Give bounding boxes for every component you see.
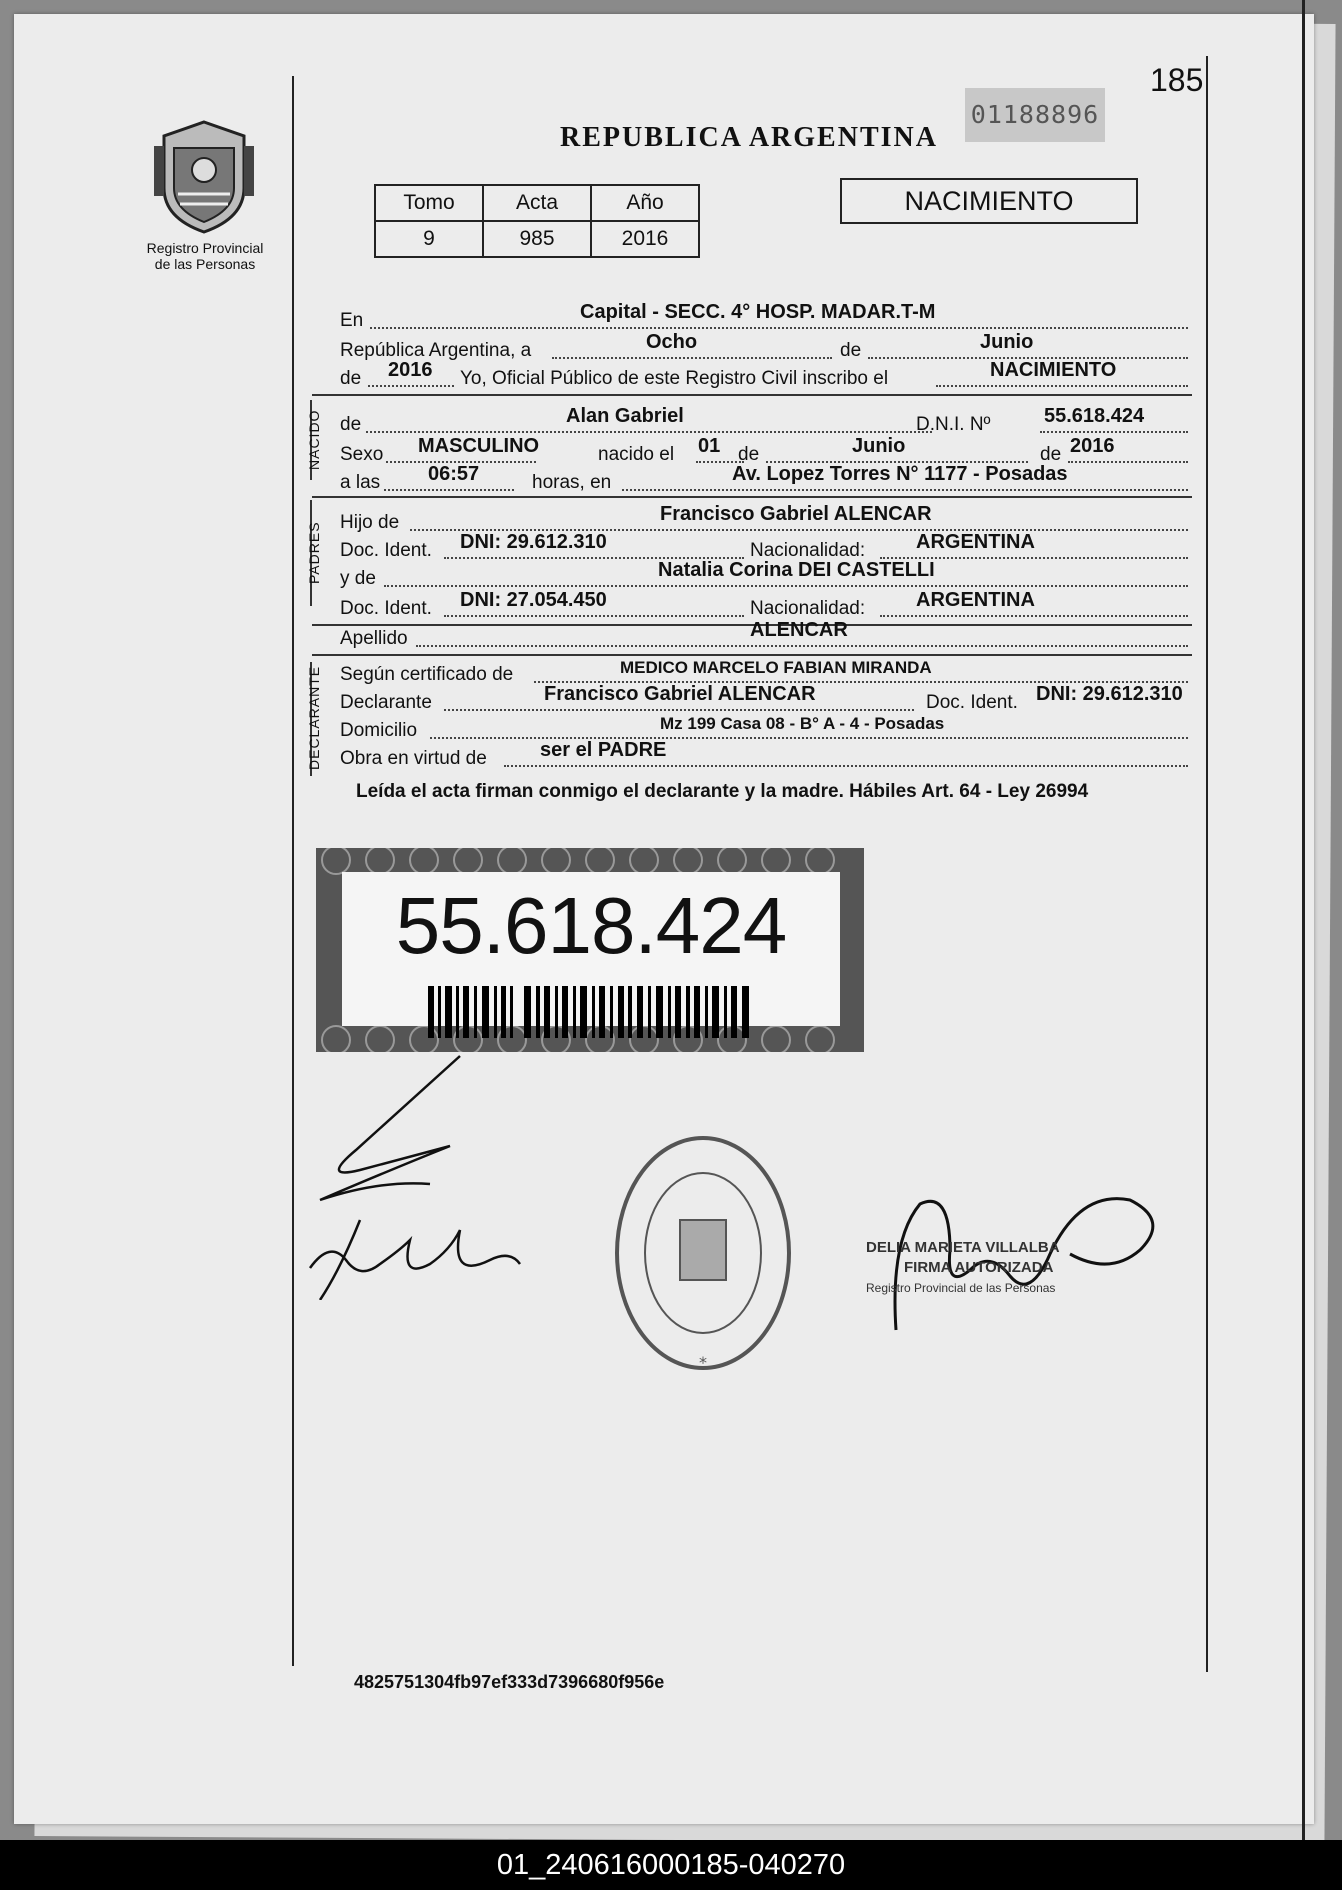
svg-text:*: * [699, 1353, 707, 1372]
header-tomo: Tomo [375, 185, 483, 221]
official-name: DELIA MARIETA VILLALBA [866, 1239, 1060, 1256]
value-acta: 985 [483, 221, 591, 257]
place-line [340, 301, 1188, 332]
mother-doc: DNI: 27.054.450 [460, 589, 607, 611]
dotted-line [444, 709, 914, 711]
sexo-label: Sexo [340, 444, 384, 465]
father-name: Francisco Gabriel ALENCAR [660, 503, 932, 525]
country-title: REPUBLICA ARGENTINA [560, 122, 938, 153]
dotted-line [416, 645, 1188, 647]
document-hash: 4825751304fb97ef333d7396680f956e [354, 1672, 665, 1692]
address-line [340, 716, 1188, 742]
doc-label: Doc. Ident. [340, 598, 432, 619]
page-edge-rule [1302, 0, 1305, 1840]
act-type-box: NACIMIENTO [840, 178, 1138, 224]
reference-table [374, 184, 700, 258]
doc-label: Doc. Ident. [926, 692, 1018, 713]
de-label: de [840, 340, 862, 361]
declarant-doc: DNI: 29.612.310 [1036, 683, 1183, 705]
month-value: Junio [980, 331, 1034, 353]
doc-label: Doc. Ident. [340, 540, 432, 561]
birth-time: 06:57 [428, 463, 480, 485]
sticker-dni-number: 55.618.424 [395, 881, 787, 970]
dotted-line [622, 489, 1188, 491]
declarante-label: Declarante [340, 692, 432, 713]
hijo-label: Hijo de [340, 512, 400, 533]
y-de-label: y de [340, 568, 376, 589]
sex-value: MASCULINO [418, 435, 540, 457]
right-margin-rule [1206, 56, 1208, 1672]
dotted-line [370, 327, 1188, 329]
capacity-value: ser el PADRE [540, 739, 667, 761]
year-value: 2016 [388, 359, 433, 381]
padres-section-label: PADRES [306, 521, 322, 584]
declarante-section-label: DECLARANTE [306, 665, 322, 770]
day-value: Ocho [646, 331, 698, 353]
place-value: Capital - SECC. 4° HOSP. MADAR.T-M [580, 301, 936, 323]
birth-place: Av. Lopez Torres N° 1177 - Posadas [732, 463, 1068, 485]
act-value: NACIMIENTO [990, 359, 1117, 381]
mother-nationality: ARGENTINA [916, 589, 1035, 611]
dotted-line [384, 585, 1188, 587]
statement-text: Yo, Oficial Público de este Registro Civil inscribo el [460, 368, 889, 389]
de-label: de [738, 444, 760, 465]
dotted-line [1040, 431, 1188, 433]
scan-footer-id: 01_240616000185-040270 [0, 1840, 1342, 1890]
sticker-label [342, 872, 840, 1026]
header-ano: Año [591, 185, 699, 221]
republica-label: República Argentina, a [340, 340, 532, 361]
cert-label: Según certificado de [340, 664, 514, 685]
birth-month: Junio [852, 435, 906, 457]
name-line [340, 405, 1188, 436]
dotted-line [552, 357, 832, 359]
dotted-line [504, 765, 1188, 767]
section-divider [312, 496, 1192, 498]
dotted-line [936, 385, 1188, 387]
mother-line [340, 559, 1188, 590]
de2-label: de [340, 368, 362, 389]
mother-doc-line [340, 589, 1188, 620]
table-row [375, 221, 699, 257]
dotted-line [366, 431, 932, 433]
serial-number: 01188896 [965, 88, 1105, 142]
act-line [340, 359, 1188, 390]
left-margin-rule [292, 76, 294, 1666]
child-dni: 55.618.424 [1044, 405, 1145, 427]
surname-line [340, 619, 1188, 650]
table-row [375, 185, 699, 221]
folio-number: 185 [1150, 62, 1204, 98]
mother-name: Natalia Corina DEI CASTELLI [658, 559, 935, 581]
value-tomo: 9 [375, 221, 483, 257]
de-label: de [340, 414, 362, 435]
apellido-label: Apellido [340, 628, 408, 649]
dotted-line [368, 385, 454, 387]
child-name: Alan Gabriel [566, 405, 684, 427]
value-ano: 2016 [591, 221, 699, 257]
dotted-line [880, 615, 1188, 617]
nacido-section-label: NACIDO [306, 409, 322, 470]
dotted-line [384, 489, 514, 491]
capacity-line [340, 739, 1188, 770]
dotted-line [444, 615, 744, 617]
domicilio-label: Domicilio [340, 720, 418, 741]
surname-value: ALENCAR [750, 619, 848, 641]
nacionalidad-label: Nacionalidad: [750, 598, 866, 619]
horas-label: horas, en [532, 472, 612, 493]
time-line [340, 463, 1188, 494]
nacido-label: nacido el [598, 444, 675, 465]
father-nationality: ARGENTINA [916, 531, 1035, 553]
declarant-signature-icon [300, 1050, 540, 1300]
section-divider [312, 654, 1192, 656]
certificate-value: MEDICO MARCELO FABIAN MIRANDA [620, 658, 932, 677]
logo-caption: Registro Provincial de las Personas [146, 240, 264, 272]
declarant-line [340, 683, 1188, 714]
closing-statement: Leída el acta firman conmigo el declarante y la madre. Hábiles Art. 64 - Ley 26994 [356, 781, 1089, 802]
birth-year: 2016 [1070, 435, 1115, 457]
father-doc: DNI: 29.612.310 [460, 531, 607, 553]
official-text [866, 1238, 1060, 1298]
dni-label: D.N.I. Nº [916, 414, 991, 435]
declarant-name: Francisco Gabriel ALENCAR [544, 683, 816, 705]
dni-sticker [316, 848, 864, 1052]
obra-label: Obra en virtud de [340, 748, 487, 769]
a-las-label: a las [340, 472, 381, 493]
dotted-line [1068, 461, 1188, 463]
barcode-icon [428, 986, 754, 1038]
province-logo-icon [152, 118, 256, 236]
official-title: FIRMA AUTORIZADA [904, 1259, 1054, 1276]
official-stamp-icon [610, 1130, 796, 1376]
header-acta: Acta [483, 185, 591, 221]
section-divider [312, 394, 1192, 396]
official-organization: Registro Provincial de las Personas [866, 1281, 1056, 1295]
en-label: En [340, 310, 364, 331]
address-value: Mz 199 Casa 08 - B° A - 4 - Posadas [660, 714, 945, 733]
de-label: de [1040, 444, 1062, 465]
birth-day: 01 [698, 435, 721, 457]
nacionalidad-label: Nacionalidad: [750, 540, 866, 561]
